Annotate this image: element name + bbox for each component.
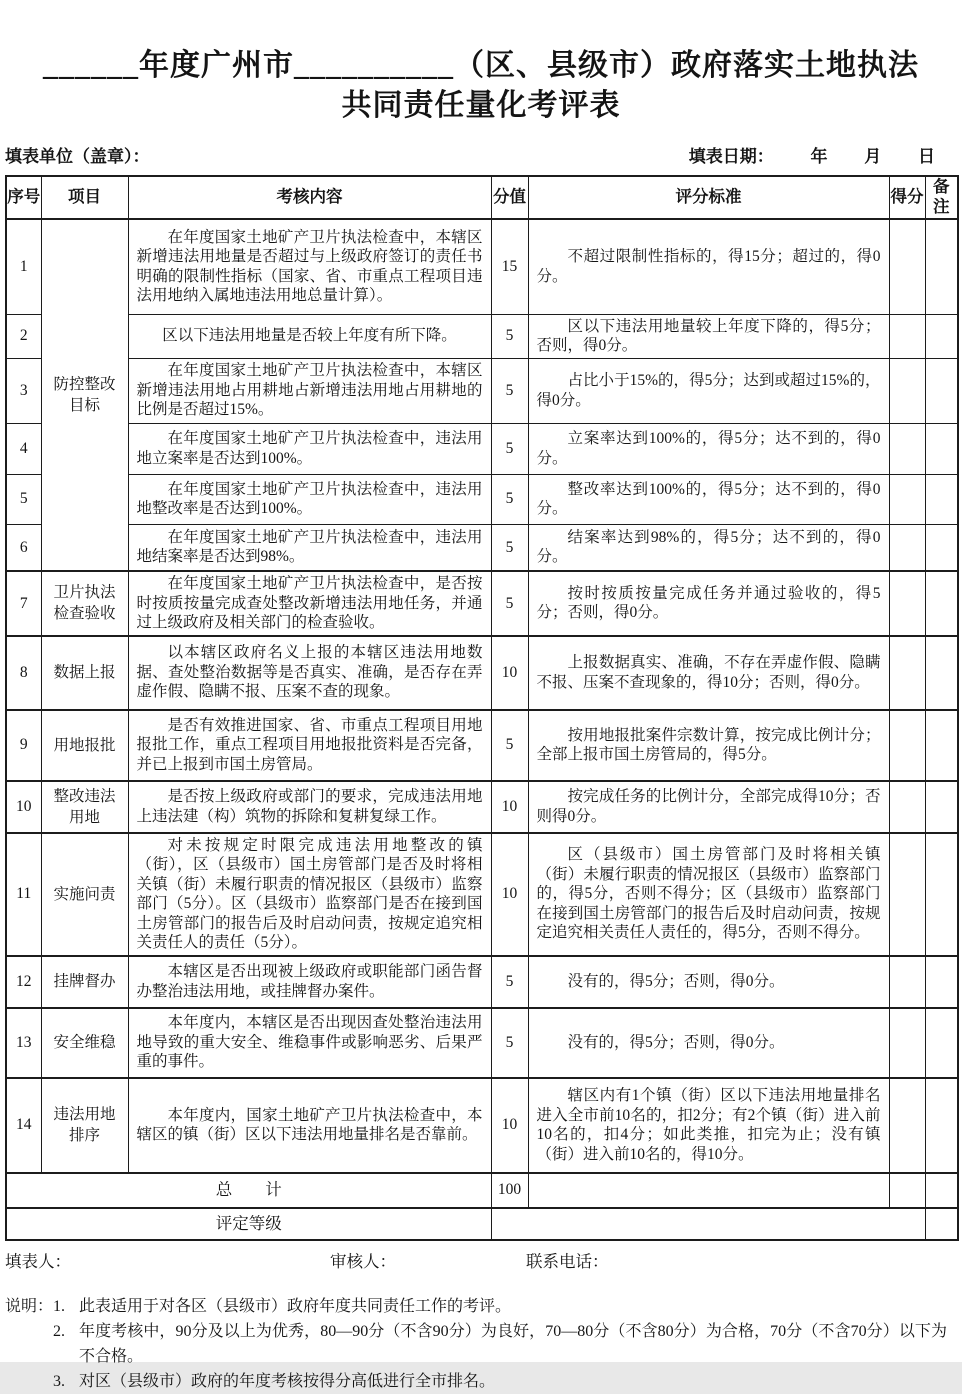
standard-cell: 结案率达到98%的，得5分；达不到的，得0分。 <box>528 524 889 571</box>
notes-section <box>5 1294 957 1394</box>
category-cell: 用地报批 <box>41 710 128 781</box>
grade-label-cell: 评定等级 <box>6 1208 491 1240</box>
obtained-score-cell <box>889 833 925 956</box>
content-cell: 以本辖区政府名义上报的本辖区违法用地数据、查处整治数据等是否真实、准确，是否存在弄虚作假、隐瞒不报、压案不查的现象。 <box>128 636 491 710</box>
table-row <box>6 956 958 1008</box>
obtained-score-cell <box>889 524 925 571</box>
standard-cell: 立案率达到100%的，得5分；达不到的，得0分。 <box>528 423 889 474</box>
header-obtained: 得分 <box>889 176 925 219</box>
total-row <box>6 1173 958 1208</box>
total-score-cell: 100 <box>491 1173 528 1208</box>
note-item <box>53 1294 947 1319</box>
fill-date-group <box>689 142 957 167</box>
content-cell: 在年度国家土地矿产卫片执法检查中，违法用地立案率是否达到100%。 <box>128 423 491 474</box>
standard-cell: 按用地报批案件宗数计算，按完成比例计分；全部上报市国土房管局的，得5分。 <box>528 710 889 781</box>
table-row <box>6 474 958 524</box>
table-row <box>6 219 958 314</box>
remark-cell <box>925 423 958 474</box>
category-cell: 卫片执法检查验收 <box>41 571 128 636</box>
score-cell: 5 <box>491 956 528 1008</box>
category-cell: 违法用地排序 <box>41 1078 128 1173</box>
obtained-score-cell <box>889 781 925 833</box>
standard-cell: 没有的，得5分；否则，得0分。 <box>528 1008 889 1078</box>
row-number: 1 <box>6 219 41 314</box>
row-number: 8 <box>6 636 41 710</box>
header-remark: 备注 <box>925 176 958 219</box>
score-cell: 5 <box>491 314 528 358</box>
grade-row <box>6 1208 958 1240</box>
phone-label: 联系电话： <box>526 1251 609 1271</box>
row-number: 7 <box>6 571 41 636</box>
category-cell: 实施问责 <box>41 833 128 956</box>
row-number: 4 <box>6 423 41 474</box>
note-number: 3. <box>53 1372 65 1390</box>
fill-unit-label: 填表单位（盖章）： <box>5 147 150 166</box>
row-number: 14 <box>6 1078 41 1173</box>
score-cell: 5 <box>491 524 528 571</box>
note-number: 2. <box>53 1322 65 1340</box>
table-row <box>6 710 958 781</box>
date-day-label: 日 <box>918 147 935 166</box>
standard-cell: 辖区内有1个镇（街）区以下违法用地量排名进入全市前10名的，扣2分；有2个镇（街）进入前10名的，扣4分；如此类推，扣完为止；没有镇（街）进入前10名的，得10分。 <box>528 1078 889 1173</box>
reviewer-label: 审核人： <box>330 1251 396 1271</box>
standard-cell: 没有的，得5分；否则，得0分。 <box>528 956 889 1008</box>
table-row <box>6 358 958 423</box>
form-meta-row <box>5 142 957 167</box>
score-cell: 5 <box>491 423 528 474</box>
note-item <box>53 1369 947 1394</box>
row-number: 6 <box>6 524 41 571</box>
fill-date-label: 填表日期： <box>688 147 774 166</box>
table-row <box>6 636 958 710</box>
score-cell: 10 <box>491 833 528 956</box>
content-cell: 在年度国家土地矿产卫片执法检查中，本辖区新增违法用地量是否超过与上级政府签订的责任书明确的限制性指标（国家、省、市重点工程项目违法用地纳入属地违法用地总量计算）。 <box>128 219 491 314</box>
obtained-score-cell <box>889 474 925 524</box>
content-cell: 在年度国家土地矿产卫片执法检查中，违法用地整改率是否达到100%。 <box>128 474 491 524</box>
standard-cell: 整改率达到100%的，得5分；达不到的，得0分。 <box>528 474 889 524</box>
row-number: 11 <box>6 833 41 956</box>
content-cell: 在年度国家土地矿产卫片执法检查中，是否按时按质按量完成查处整改新增违法用地任务，并通过上级政府及相关部门的检查验收。 <box>128 571 491 636</box>
obtained-score-cell <box>889 710 925 781</box>
row-number: 2 <box>6 314 41 358</box>
content-cell: 区以下违法用地量是否较上年度有所下降。 <box>128 314 491 358</box>
standard-cell: 区以下违法用地量较上年度下降的，得5分；否则，得0分。 <box>528 314 889 358</box>
row-number: 10 <box>6 781 41 833</box>
note-item <box>53 1319 947 1369</box>
remark-cell <box>925 474 958 524</box>
assessment-table <box>5 175 959 1241</box>
remark-cell <box>925 524 958 571</box>
obtained-score-cell <box>889 314 925 358</box>
table-row <box>6 1008 958 1078</box>
content-cell: 本年度内，本辖区是否出现因查处整治违法用地导致的重大安全、维稳事件或影响恶劣、后果严重的事件。 <box>128 1008 491 1078</box>
grade-value-cell <box>491 1208 925 1240</box>
row-number: 5 <box>6 474 41 524</box>
standard-cell: 上报数据真实、准确，不存在弄虚作假、隐瞒不报、压案不查现象的，得10分；否则，得0分。 <box>528 636 889 710</box>
table-row <box>6 314 958 358</box>
remark-cell <box>925 1208 958 1240</box>
remark-cell <box>925 1078 958 1173</box>
table-row <box>6 571 958 636</box>
total-label-cell: 总 计 <box>6 1173 491 1208</box>
standard-cell: 按时按质按量完成任务并通过验收的，得5分；否则，得0分。 <box>528 571 889 636</box>
obtained-score-cell <box>889 1008 925 1078</box>
score-cell: 5 <box>491 358 528 423</box>
obtained-score-cell <box>889 219 925 314</box>
category-cell: 防控整改目标 <box>41 219 128 571</box>
header-score: 分值 <box>491 176 528 219</box>
score-cell: 15 <box>491 219 528 314</box>
header-standard: 评分标准 <box>528 176 889 219</box>
table-row <box>6 833 958 956</box>
document-title <box>5 46 957 126</box>
standard-cell: 占比小于15%的，得5分；达到或超过15%的，得0分。 <box>528 358 889 423</box>
title-line-1: ______年度广州市__________（区、县级市）政府落实土地执法 <box>43 49 919 82</box>
score-cell: 5 <box>491 571 528 636</box>
title-line-2: 共同责任量化考评表 <box>341 89 621 122</box>
header-content: 考核内容 <box>128 176 491 219</box>
score-cell: 5 <box>491 1008 528 1078</box>
note-text: 此表适用于对各区（县级市）政府年度共同责任工作的考评。 <box>79 1297 512 1315</box>
obtained-score-cell <box>889 358 925 423</box>
table-row <box>6 1078 958 1173</box>
category-cell: 整改违法用地 <box>41 781 128 833</box>
row-number: 3 <box>6 358 41 423</box>
category-cell: 挂牌督办 <box>41 956 128 1008</box>
notes-label: 说明： <box>5 1297 54 1315</box>
signature-row <box>5 1248 957 1272</box>
remark-cell <box>925 571 958 636</box>
note-number: 1. <box>53 1297 65 1315</box>
header-no: 序号 <box>6 176 41 219</box>
content-cell: 是否按上级政府或部门的要求，完成违法用地上违法建（构）筑物的拆除和复耕复绿工作。 <box>128 781 491 833</box>
standard-cell: 按完成任务的比例计分，全部完成得10分；否则得0分。 <box>528 781 889 833</box>
row-number: 9 <box>6 710 41 781</box>
standard-cell: 不超过限制性指标的，得15分；超过的，得0分。 <box>528 219 889 314</box>
obtained-score-cell <box>889 956 925 1008</box>
header-category: 项目 <box>41 176 128 219</box>
content-cell: 在年度国家土地矿产卫片执法检查中，违法用地结案率是否达到98%。 <box>128 524 491 571</box>
content-cell: 是否有效推进国家、省、市重点工程项目用地报批工作，重点工程项目用地报批资料是否完备，并已上报到市国土房管局。 <box>128 710 491 781</box>
remark-cell <box>925 1173 958 1208</box>
table-row <box>6 423 958 474</box>
table-row <box>6 781 958 833</box>
content-cell: 在年度国家土地矿产卫片执法检查中，本辖区新增违法用地占用耕地占新增违法用地占用耕地的比例是否超过15%。 <box>128 358 491 423</box>
remark-cell <box>925 358 958 423</box>
content-cell: 本年度内，国家土地矿产卫片执法检查中，本辖区的镇（街）区以下违法用地量排名是否靠前。 <box>128 1078 491 1173</box>
standard-cell: 区（县级市）国土房管部门及时将相关镇（街）未履行职责的情况报区（县级市）监察部门的，得5分，否则不得分；区（县级市）监察部门在接到国土房管部门的报告后及时启动问责，按规定追究相关责任人责任的，得5分，否则不得分。 <box>528 833 889 956</box>
filler-label: 填表人： <box>5 1251 71 1271</box>
note-text: 对区（县级市）政府的年度考核按得分高低进行全市排名。 <box>79 1372 496 1390</box>
remark-cell <box>925 219 958 314</box>
row-number: 12 <box>6 956 41 1008</box>
remark-cell <box>925 636 958 710</box>
remark-cell <box>925 956 958 1008</box>
content-cell: 对未按规定时限完成违法用地整改的镇（街），区（县级市）国土房管部门是否及时将相关镇（街）未履行职责的情况报区（县级市）监察部门（5分）。区（县级市）监察部门是否在接到国土房管部门的报告后及时启动问责，按规定追究相关责任人的责任（5分）。 <box>128 833 491 956</box>
remark-cell <box>925 314 958 358</box>
category-cell: 数据上报 <box>41 636 128 710</box>
score-cell: 5 <box>491 710 528 781</box>
score-cell: 5 <box>491 474 528 524</box>
obtained-score-cell <box>889 1078 925 1173</box>
remark-cell <box>925 833 958 956</box>
date-month-label: 月 <box>864 147 882 166</box>
obtained-score-cell <box>889 571 925 636</box>
remark-cell <box>925 710 958 781</box>
score-cell: 10 <box>491 781 528 833</box>
date-year-label: 年 <box>810 147 828 166</box>
table-header-row <box>6 176 958 219</box>
standard-cell <box>528 1173 889 1208</box>
obtained-score-cell <box>889 423 925 474</box>
content-cell: 本辖区是否出现被上级政府或职能部门函告督办整治违法用地，或挂牌督办案件。 <box>128 956 491 1008</box>
remark-cell <box>925 1008 958 1078</box>
remark-cell <box>925 781 958 833</box>
obtained-score-cell <box>889 636 925 710</box>
score-cell: 10 <box>491 1078 528 1173</box>
score-cell: 10 <box>491 636 528 710</box>
row-number: 13 <box>6 1008 41 1078</box>
category-cell: 安全维稳 <box>41 1008 128 1078</box>
note-text: 年度考核中，90分及以上为优秀，80—90分（不含90分）为良好，70—80分（不含80分）为合格，70分（不含70分）以下为不合格。 <box>79 1322 947 1365</box>
table-row <box>6 524 958 571</box>
obtained-score-cell <box>889 1173 925 1208</box>
